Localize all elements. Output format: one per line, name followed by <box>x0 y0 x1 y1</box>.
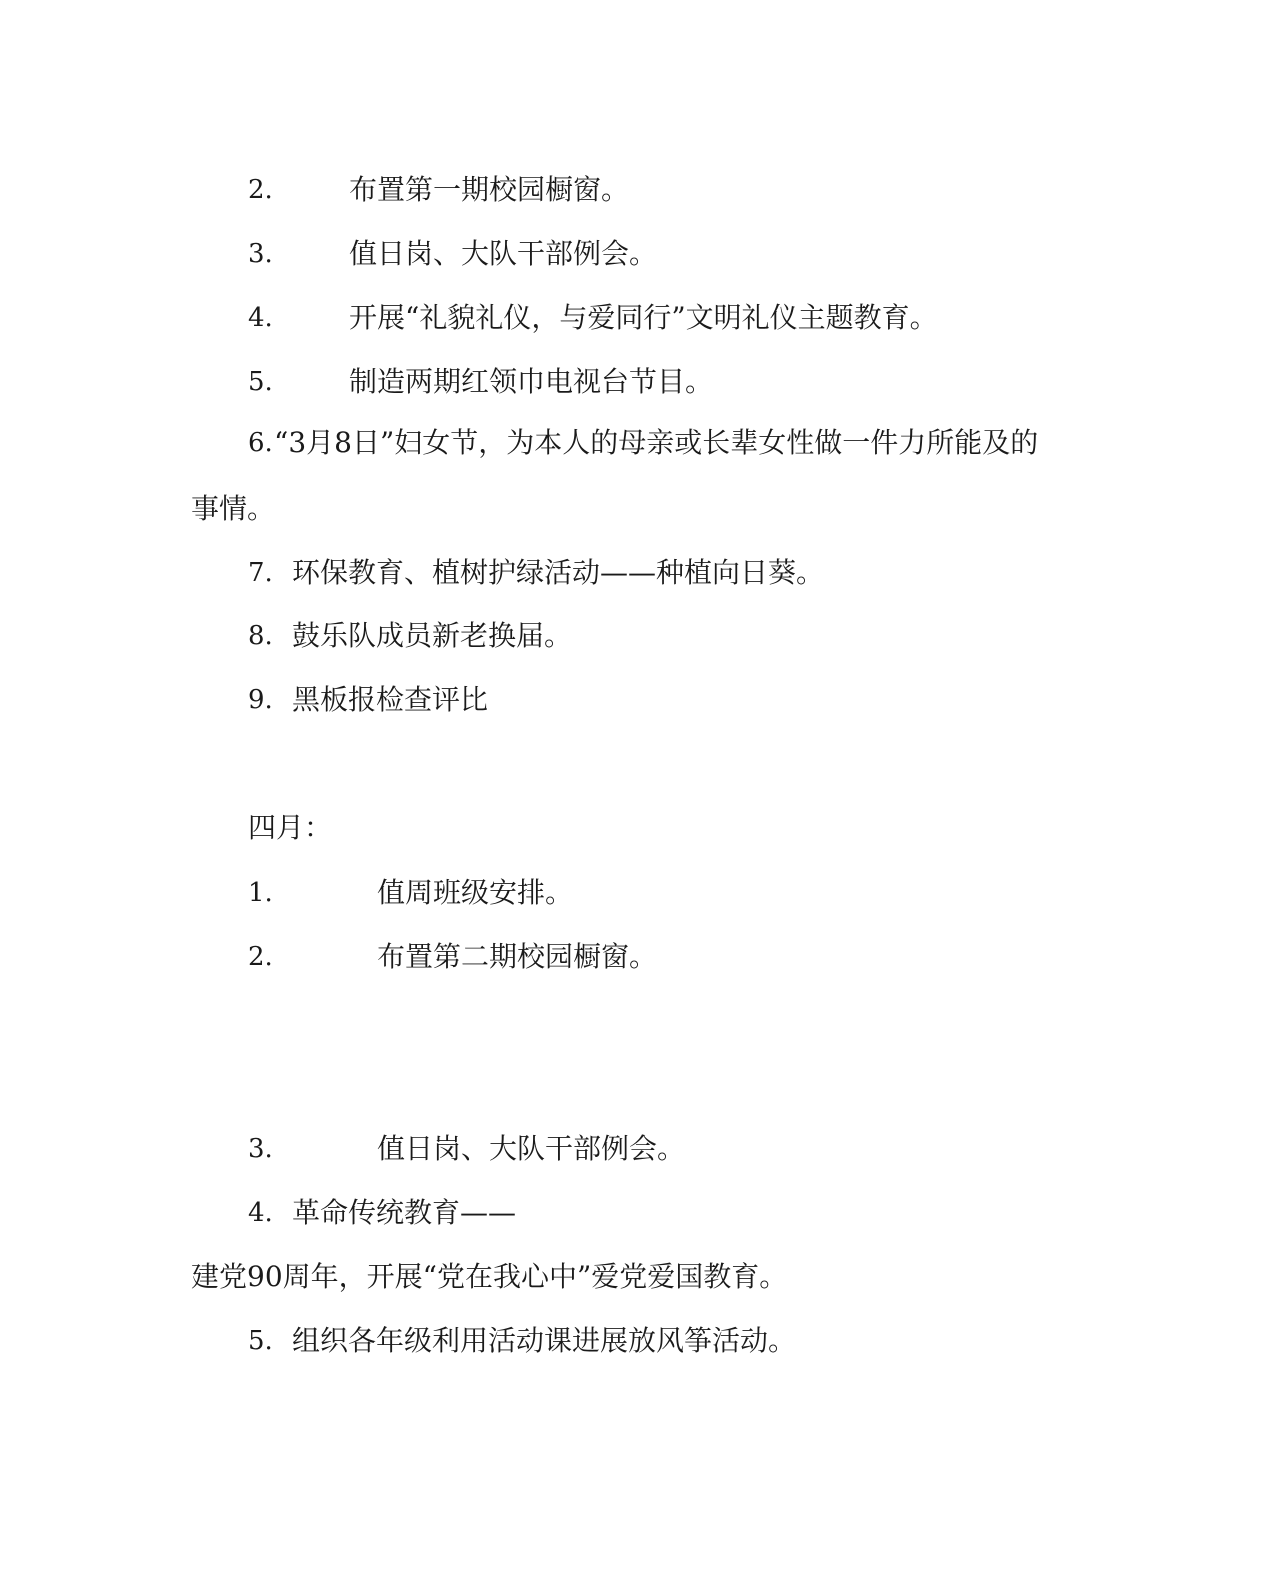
list-item-continuation: 事情。 <box>191 492 276 525</box>
section-heading: 四月： <box>248 811 333 844</box>
list-item-text: 鼓乐队成员新老换届。 <box>292 619 573 652</box>
list-item-text: 开展“礼貌礼仪，与爱同行”文明礼仪主题教育。 <box>349 301 938 334</box>
list-item-number: 6. <box>248 428 273 458</box>
list-item-number: 4. <box>248 303 273 333</box>
list-item-continuation: 建党90周年，开展“党在我心中”爱党爱国教育。 <box>191 1260 788 1293</box>
list-item-text: 布置第一期校园橱窗。 <box>349 173 630 206</box>
list-item-text: 黑板报检查评比 <box>292 683 489 716</box>
list-item-text: 值日岗、大队干部例会。 <box>377 1132 686 1165</box>
list-item-text: 革命传统教育—— <box>292 1196 517 1229</box>
list-item-number: 2. <box>248 175 273 205</box>
list-item-number: 3. <box>248 239 273 269</box>
list-item-text: “3月8日”妇女节，为本人的母亲或长辈女性做一件力所能及的 <box>274 426 1039 459</box>
list-item-number: 2. <box>248 942 273 972</box>
list-item-text: 值周班级安排。 <box>377 876 574 909</box>
list-item-text: 组织各年级利用活动课进展放风筝活动。 <box>292 1324 797 1357</box>
list-item-text: 值日岗、大队干部例会。 <box>349 237 658 270</box>
list-item-number: 4. <box>248 1198 273 1228</box>
list-item-number: 8. <box>248 621 273 651</box>
list-item-number: 5. <box>248 1326 273 1356</box>
list-item-number: 9. <box>248 685 273 715</box>
list-item-number: 1. <box>248 878 273 908</box>
list-item-number: 7. <box>248 558 273 588</box>
list-item-number: 3. <box>248 1134 273 1164</box>
list-item-number: 5. <box>248 367 273 397</box>
list-item-text: 环保教育、植树护绿活动——种植向日葵。 <box>292 556 825 589</box>
list-item-text: 布置第二期校园橱窗。 <box>377 940 658 973</box>
list-item-text: 制造两期红领巾电视台节目。 <box>349 365 714 398</box>
